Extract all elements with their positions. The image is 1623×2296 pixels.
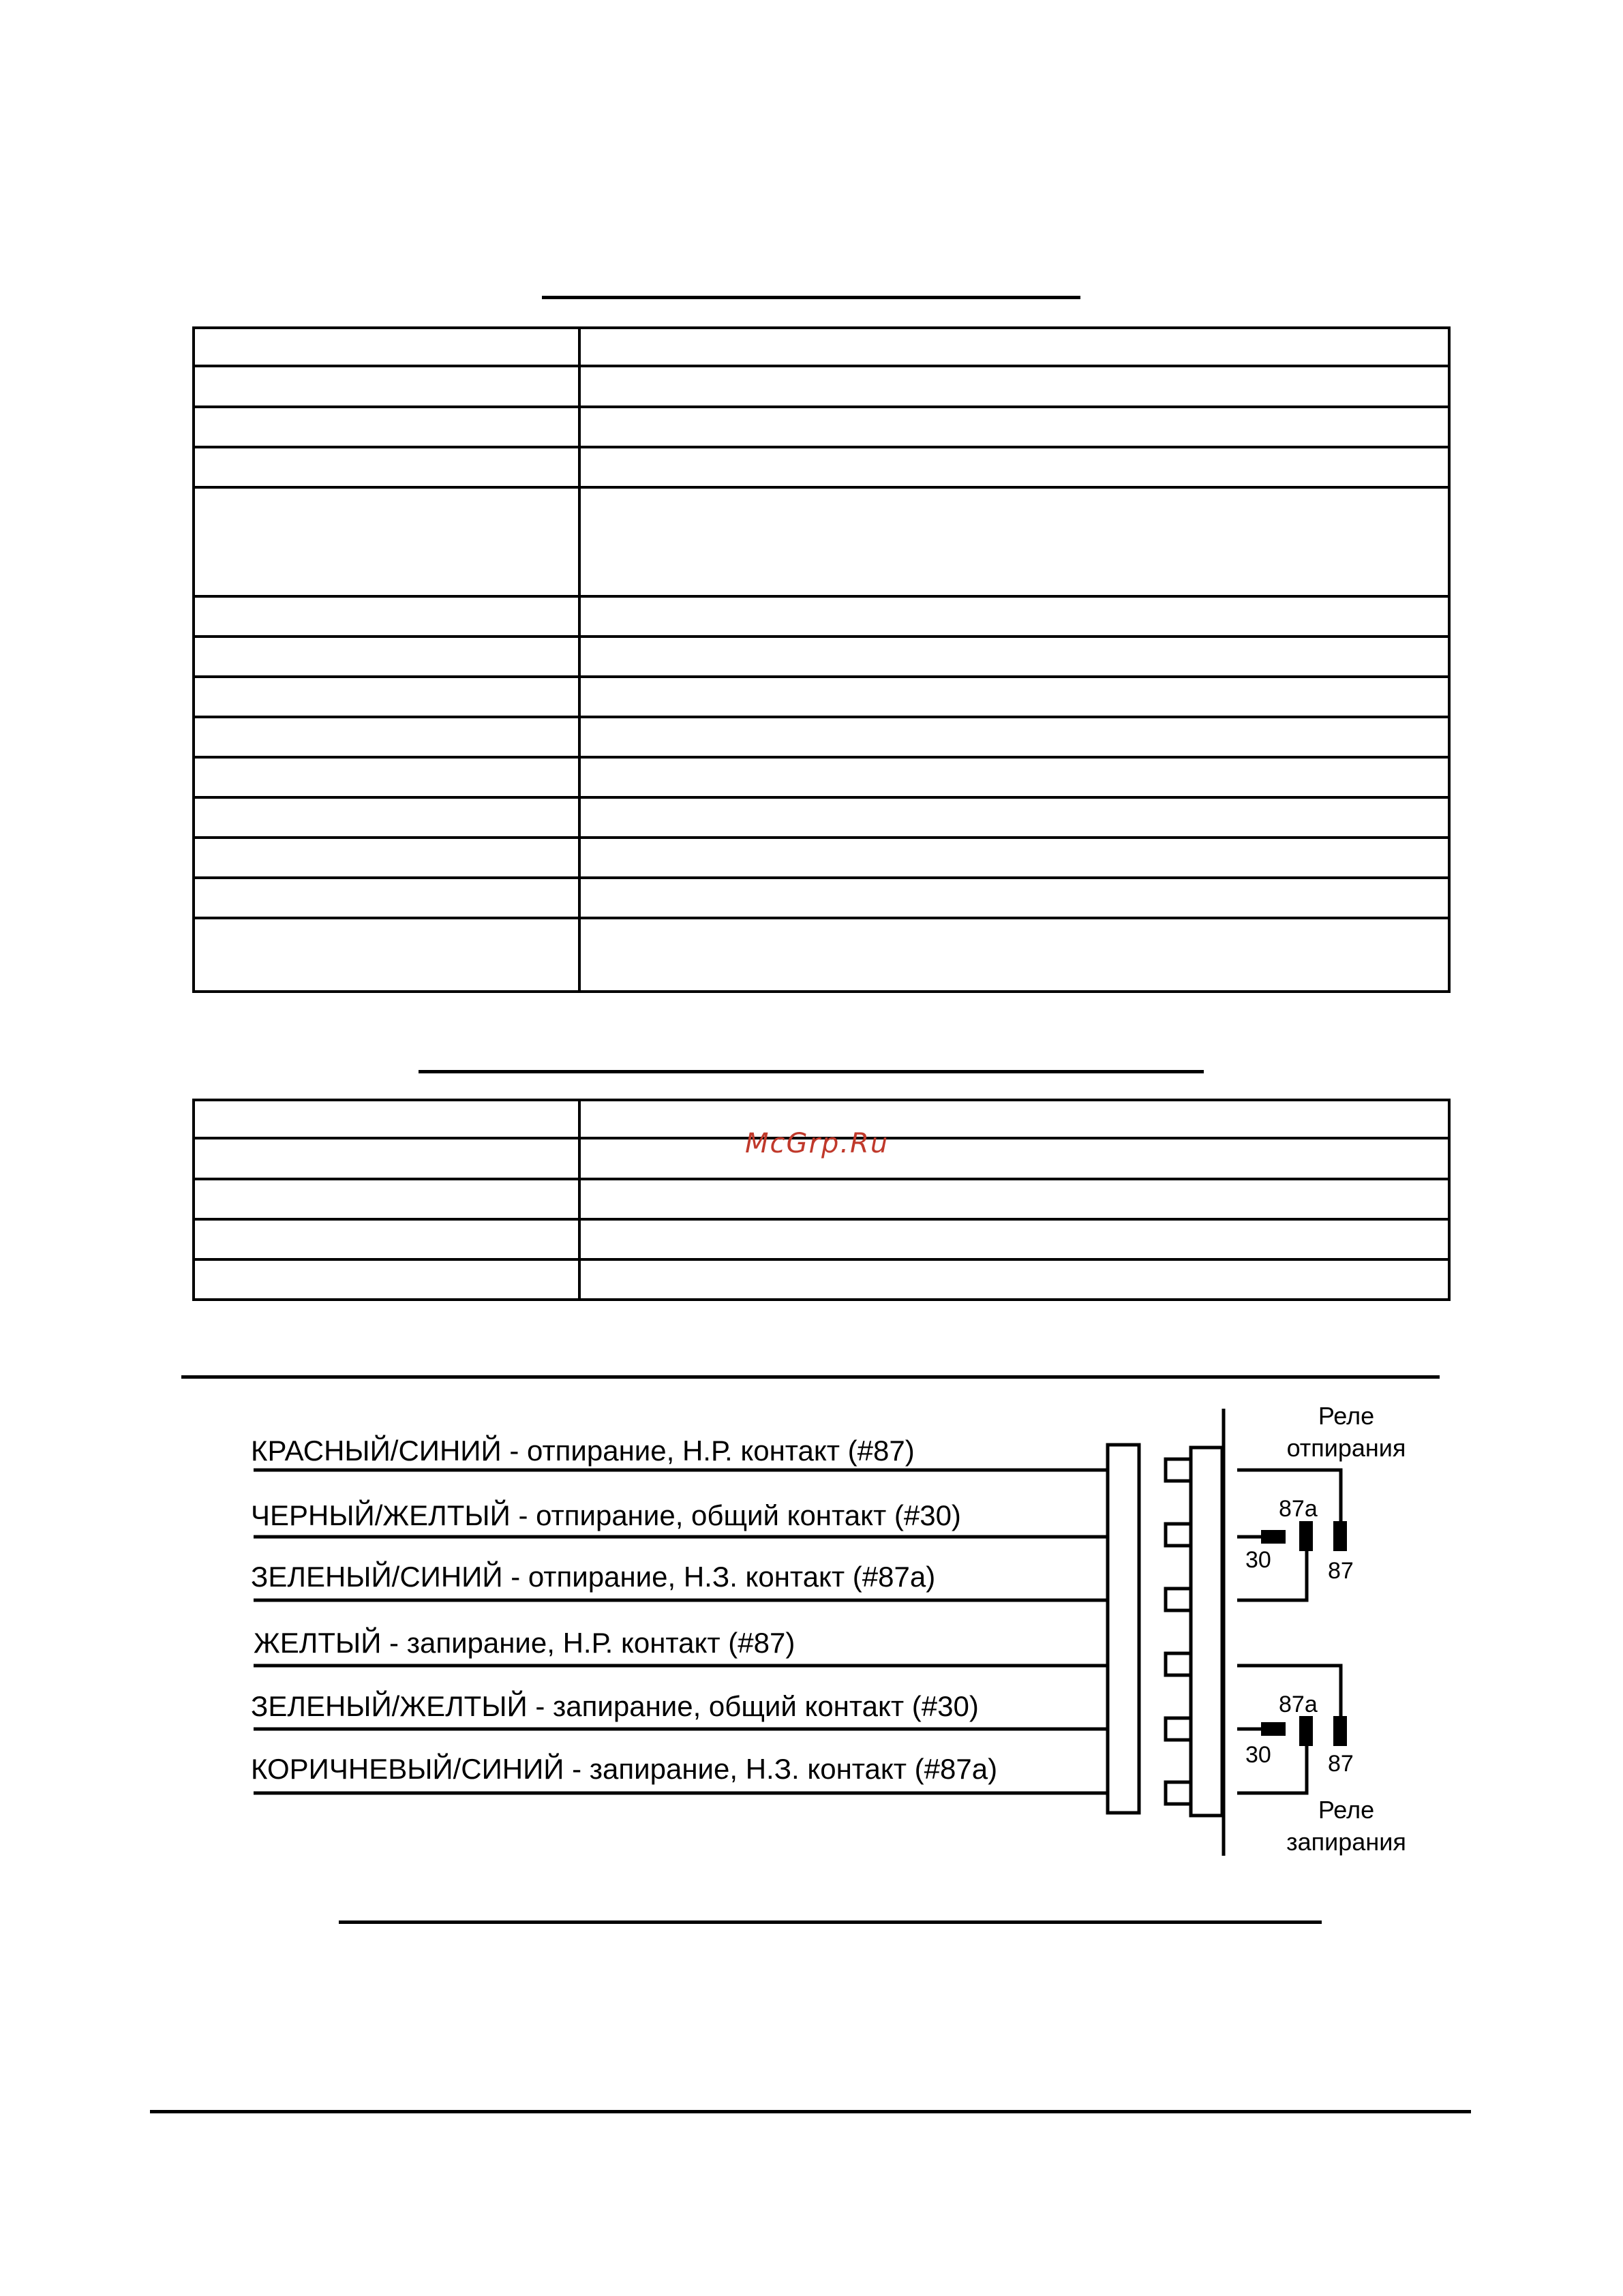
pin-4 bbox=[1166, 1653, 1191, 1675]
connector-plug bbox=[1108, 1445, 1139, 1813]
pin-2 bbox=[1166, 1524, 1191, 1546]
relay-unlock-title-1: Реле bbox=[1318, 1402, 1375, 1430]
pin-1 bbox=[1166, 1459, 1191, 1481]
relay-unlock-contact-87 bbox=[1333, 1521, 1347, 1551]
relay-lock-pin-87: 87 bbox=[1328, 1751, 1354, 1777]
pin-5 bbox=[1166, 1718, 1191, 1740]
relay-lock-pin-30: 30 bbox=[1245, 1742, 1271, 1768]
relay-unlock-pin-87a: 87а bbox=[1279, 1496, 1318, 1522]
relay-unlock-title-2: отпирания bbox=[1286, 1434, 1406, 1462]
wire-label-2: ЧЕРНЫЙ/ЖЕЛТЫЙ - отпирание, общий контакт (#30) bbox=[251, 1499, 961, 1531]
wire-label-3: ЗЕЛЕНЫЙ/СИНИЙ - отпирание, Н.З. контакт (#87а) bbox=[251, 1561, 936, 1593]
relay-lock-contact-87a bbox=[1299, 1716, 1313, 1746]
wire-label-6: КОРИЧНЕВЫЙ/СИНИЙ - запирание, Н.З. контакт (#87а) bbox=[251, 1753, 998, 1785]
pin-6 bbox=[1166, 1782, 1191, 1804]
pin-3 bbox=[1166, 1589, 1191, 1610]
relay-lock-title-1: Реле bbox=[1318, 1796, 1375, 1824]
relay-lock-contact-87 bbox=[1333, 1716, 1347, 1746]
relay-lock-contact-30 bbox=[1261, 1722, 1286, 1736]
relay-unlock-pin-30: 30 bbox=[1245, 1547, 1271, 1573]
relay-unlock-contact-87a bbox=[1299, 1521, 1313, 1551]
relay-unlock-contact-30 bbox=[1261, 1530, 1286, 1544]
relay-unlock-pin-87: 87 bbox=[1328, 1558, 1354, 1584]
connector-socket bbox=[1191, 1448, 1222, 1816]
relay-lock-pin-87a: 87а bbox=[1279, 1692, 1318, 1717]
wire-label-5: ЗЕЛЕНЫЙ/ЖЕЛТЫЙ - запирание, общий контакт (#30) bbox=[251, 1690, 979, 1722]
wire-label-1: КРАСНЫЙ/СИНИЙ - отпирание, Н.Р. контакт (#87) bbox=[251, 1435, 915, 1467]
wire-label-4: ЖЕЛТЫЙ - запирание, Н.Р. контакт (#87) bbox=[254, 1627, 795, 1659]
relay-lock-title-2: запирания bbox=[1286, 1828, 1406, 1856]
watermark-text: McGrp.Ru bbox=[745, 1128, 890, 1159]
